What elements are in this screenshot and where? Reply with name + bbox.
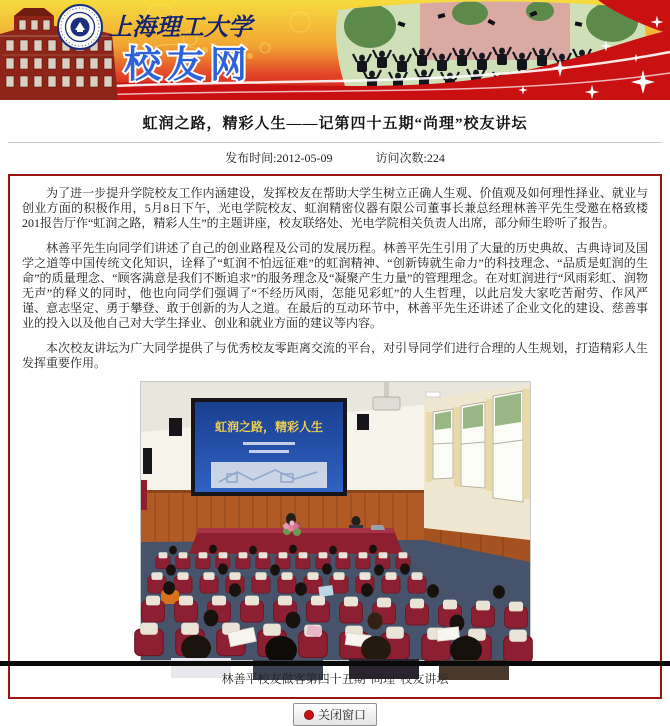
photo-caption: 林善平校友做客第四十五期“尚理”校友讲坛 (221, 672, 449, 686)
article-body-box (8, 174, 662, 699)
red-dot-icon (304, 710, 314, 720)
title-divider (8, 142, 662, 143)
university-name: 上海理工大学 (108, 12, 252, 41)
article-meta (0, 149, 670, 166)
paragraph-3: 本次校友讲坛为广大同学提供了与优秀校友零距离交流的平台，对引导同学们进行合理的人生规划，打造精彩人生发挥重要作用。 (22, 341, 648, 370)
lecture-hall-photo (140, 381, 531, 661)
paragraph-1: 为了进一步提升学院校友工作内涵建设，发挥校友在帮助大学生树立正确人生观、价值观及如何理性择业、就业与创业方面的积极作用，5月8日下午，光电学院校友、虹润精密仪器有限公司董事长兼总经理林善平先生受邀在格致楼201报告厅作“虹润之路，精彩人生”的主题讲座，校友联络处、光电学院相关负责人出席，部分师生聆听了报告。 (22, 186, 648, 230)
university-seal-icon (58, 5, 102, 49)
visit-count: 访问次数:224 (375, 151, 445, 165)
projection-screen (191, 398, 347, 496)
paragraph-2: 林善平先生向同学们讲述了自己的创业路程及公司的发展历程。林善平先生引用了大量的历史典故、古典诗词及国学之道等中国传统文化知识，诠释了“虹润不怕远征难”的虹润精神、“创新铸就生命力”的科技理念、“品质是虹润的生命”的质量理念、“顾客满意是我们不断追求”的服务理念及“凝聚产生力量”的管理理念。在对虹润进行“风雨彩虹、润物无声”的释义的同时，他也向同学们强调了“不经历风雨，怎能见彩虹”的人生哲理，以此启发大家吃苦耐劳、作风严谨、意志坚定、勇于攀登、敢于创新的为人之道。在最后的互动环节中，林善平先生还讲述了企业文化的建设、慈善事业的投入以及他自己对大学生择业、创业和就业方面的建议等内容。 (22, 241, 648, 330)
close-window-label: 关闭窗口 (317, 708, 366, 722)
bottom-edge-bar (0, 661, 670, 666)
publish-date: 发布时间:2012-05-09 (225, 151, 333, 165)
site-name: 校友网 (124, 43, 253, 86)
page-title: 虹润之路，精彩人生——记第四十五期“尚理”校友讲坛 (142, 116, 528, 132)
header-banner (0, 0, 670, 100)
close-window-button[interactable] (293, 703, 377, 726)
screen-title-text: 虹润之路，精彩人生 (214, 420, 323, 434)
banner-graphic (0, 0, 670, 100)
footer (0, 703, 670, 726)
